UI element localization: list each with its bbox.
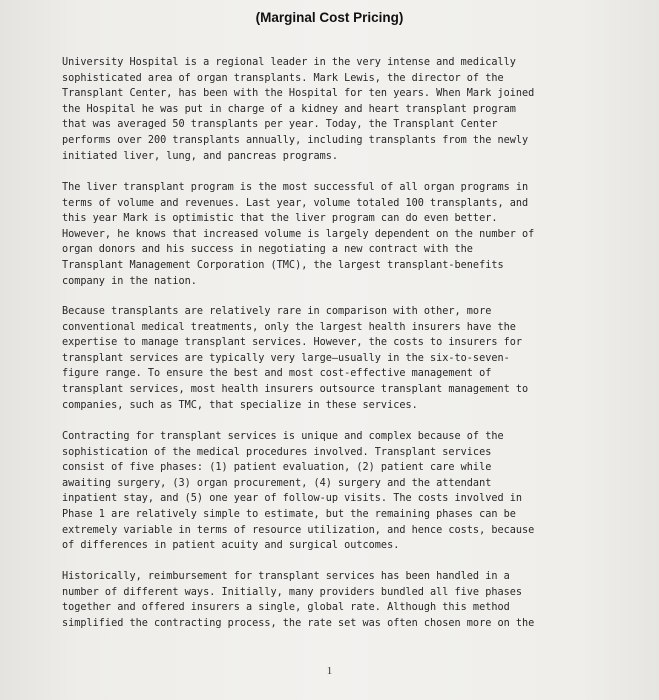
text-line: awaiting surgery, (3) organ procurement, (4) surgery and the attendant: [62, 477, 492, 489]
text-line: of differences in patient acuity and surgical outcomes.: [62, 540, 400, 552]
text-line: Transplant Management Corporation (TMC), the largest transplant-benefits: [62, 259, 504, 271]
paragraph-2: [62, 180, 602, 289]
text-line: sophisticated area of organ transplants. Mark Lewis, the director of the: [62, 72, 504, 84]
text-line: figure range. To ensure the best and most cost-effective management of: [62, 368, 492, 380]
text-line: extremely variable in terms of resource utilization, and hence costs, because: [62, 524, 535, 536]
text-line: sophistication of the medical procedures involved. Transplant services: [62, 446, 492, 458]
document-title: (Marginal Cost Pricing): [255, 10, 404, 25]
text-line: The liver transplant program is the most successful of all organ programs in: [62, 182, 529, 193]
text-line: company in the nation.: [62, 275, 197, 287]
text-line: the Hospital he was put in charge of a kidney and heart transplant program: [62, 103, 516, 115]
text-line: Contracting for transplant services is unique and complex because of the: [62, 431, 504, 442]
text-line: together and offered insurers a single, global rate. Although this method: [62, 602, 510, 614]
page-number: 1: [326, 665, 333, 677]
text-line: consist of five phases: (1) patient evaluation, (2) patient care while: [62, 462, 492, 474]
text-line: that was averaged 50 transplants per year. Today, the Transplant Center: [62, 119, 498, 131]
paragraph-5: [62, 569, 602, 631]
text-line: Because transplants are relatively rare in comparison with other, more: [62, 306, 492, 317]
text-line: inpatient stay, and (5) one year of follow-up visits. The costs involved in: [62, 493, 523, 505]
text-line: simplified the contracting process, the rate set was often chosen more on the: [62, 617, 535, 629]
text-line: organ donors and his success in negotiating a new contract with the: [62, 244, 473, 256]
text-line: performs over 200 transplants annually, including transplants from the newly: [62, 134, 529, 146]
paragraph-3: [62, 304, 602, 413]
paragraph-4: [62, 429, 602, 554]
text-line: initiated liver, lung, and pancreas programs.: [62, 150, 339, 162]
text-line: companies, such as TMC, that specialize in these services.: [62, 399, 418, 411]
text-line: transplant services, most health insurers outsource transplant management to: [62, 383, 529, 395]
text-line: Transplant Center, has been with the Hospital for ten years. When Mark joined: [62, 88, 535, 100]
text-line: this year Mark is optimistic that the liver program can do even better.: [62, 213, 498, 225]
text-line: University Hospital is a regional leader in the very intense and medically: [62, 57, 516, 68]
paragraph-1: [62, 55, 602, 164]
text-line: conventional medical treatments, only the largest health insurers have the: [62, 321, 516, 333]
text-line: number of different ways. Initially, many providers bundled all five phases: [62, 586, 523, 598]
text-line: expertise to manage transplant services. However, the costs to insurers for: [62, 337, 523, 349]
text-line: transplant services are typically very large—usually in the six-to-seven-: [62, 352, 510, 364]
text-line: Phase 1 are relatively simple to estimate, but the remaining phases can be: [62, 508, 516, 520]
text-line: Historically, reimbursement for transplant services has been handled in a: [62, 571, 510, 582]
text-line: terms of volume and revenues. Last year, volume totaled 100 transplants, and: [62, 197, 529, 209]
text-line: However, he knows that increased volume is largely dependent on the number of: [62, 228, 535, 240]
